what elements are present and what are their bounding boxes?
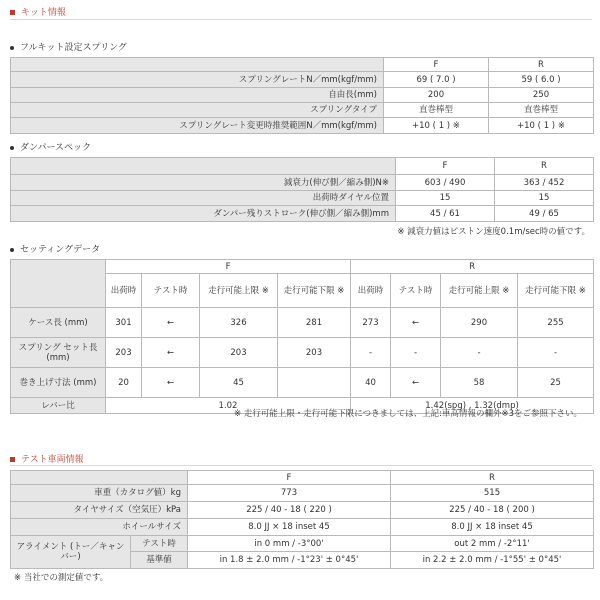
cell-r: 250 [489, 88, 594, 103]
row-label: スプリングタイプ [11, 103, 384, 118]
row-label: 減衰力(伸び側／縮み側)N※ [11, 175, 396, 191]
cell-r: +10 ( 1 ) ※ [489, 118, 594, 134]
table-row [11, 206, 594, 222]
alignment-test-label: テスト時 [131, 536, 188, 552]
cell: 203 [200, 338, 278, 368]
cell-r: 59 ( 6.0 ) [489, 72, 594, 88]
cell: - [441, 338, 518, 368]
header-shipping: 出荷時 [351, 274, 391, 308]
damper-table [10, 157, 594, 222]
cell: - [518, 338, 594, 368]
table-row [11, 519, 594, 536]
col-r: R [351, 260, 594, 274]
cell [278, 368, 351, 398]
row-label: 巻き上げ寸法 (mm) [11, 368, 106, 398]
cell: ← [391, 308, 441, 338]
col-f: F [106, 260, 351, 274]
table-row [11, 368, 594, 398]
cell-f: 69 ( 7.0 ) [384, 72, 489, 88]
row-label: ダンパー残りストローク(伸び側／縮み側)mm [11, 206, 396, 222]
red-square-icon [10, 10, 15, 15]
cell: 301 [106, 308, 142, 338]
cell-f: 45 / 61 [396, 206, 495, 222]
header-upper-limit: 走行可能上限 ※ [441, 274, 518, 308]
table-header-row [11, 158, 594, 175]
col-r: R [391, 471, 594, 485]
table-header-row [11, 260, 594, 274]
cell: - [391, 338, 441, 368]
bullet-icon [10, 248, 14, 252]
cell-f: 15 [396, 191, 495, 206]
header-upper-limit: 走行可能上限 ※ [200, 274, 278, 308]
full-kit-table [10, 57, 594, 134]
row-label: タイヤサイズ（空気圧）kPa [11, 502, 188, 519]
row-label: ケース長 (mm) [11, 308, 106, 338]
cell-r: 225 / 40 - 18 ( 200 ) [391, 502, 594, 519]
cell: 203 [278, 338, 351, 368]
row-label: スプリングレート変更時推奨範囲N／mm(kgf/mm) [11, 118, 384, 134]
damper-subtitle: ダンパースペック [10, 140, 91, 153]
section-divider [10, 19, 592, 20]
header-test: テスト時 [391, 274, 441, 308]
table-row [11, 338, 594, 368]
col-f: F [188, 471, 391, 485]
col-r: R [495, 158, 594, 175]
row-label: 車重（カタログ値）kg [11, 485, 188, 502]
cell-r: out 2 mm / -2°11' [391, 536, 594, 552]
cell: 273 [351, 308, 391, 338]
table-row [11, 485, 594, 502]
lever-f: 1.02 [106, 398, 351, 414]
cell: 281 [278, 308, 351, 338]
table-header-row [11, 471, 594, 485]
cell-f: 8.0 JJ × 18 inset 45 [188, 519, 391, 536]
table-row [11, 72, 594, 88]
cell-r: 直巻棒型 [489, 103, 594, 118]
table-row [11, 536, 594, 552]
cell-f: in 0 mm / -3°00' [188, 536, 391, 552]
row-label: スプリング セット長 (mm) [11, 338, 106, 368]
cell: 25 [518, 368, 594, 398]
cell: ← [391, 368, 441, 398]
table-row [11, 502, 594, 519]
lever-r: 1.42(spg) , 1.32(dmp) [351, 398, 594, 414]
cell: 203 [106, 338, 142, 368]
cell-r: 49 / 65 [495, 206, 594, 222]
row-label: 出荷時ダイヤル位置 [11, 191, 396, 206]
bullet-icon [10, 146, 14, 150]
cell: ← [142, 338, 200, 368]
cell-f: +10 ( 1 ) ※ [384, 118, 489, 134]
cell-r: 8.0 JJ × 18 inset 45 [391, 519, 594, 536]
header-shipping: 出荷時 [106, 274, 142, 308]
cell-r: 15 [495, 191, 594, 206]
alignment-label: アライメント (トー／キャンバー) [11, 536, 131, 569]
col-r: R [489, 58, 594, 72]
col-f: F [396, 158, 495, 175]
table-row [11, 175, 594, 191]
table-row [11, 103, 594, 118]
cell-f: 603 / 490 [396, 175, 495, 191]
cell-f: 773 [188, 485, 391, 502]
cell-f: in 1.8 ± 2.0 mm / -1°23' ± 0°45' [188, 552, 391, 569]
cell-f: 200 [384, 88, 489, 103]
setting-note: ※ 走行可能上限・走行可能下限につきましては、上記:車高情報の欄外※3をご参照下さい。 [233, 409, 582, 419]
kit-section-title: キット情報 [10, 5, 66, 18]
cell-r: 515 [391, 485, 594, 502]
cell: 326 [200, 308, 278, 338]
cell-r: in 2.2 ± 2.0 mm / -1°55' ± 0°45' [391, 552, 594, 569]
table-row [11, 88, 594, 103]
cell: 255 [518, 308, 594, 338]
setting-table [10, 259, 594, 414]
cell-f: 直巻棒型 [384, 103, 489, 118]
cell: 58 [441, 368, 518, 398]
cell-r: 363 / 452 [495, 175, 594, 191]
col-f: F [384, 58, 489, 72]
row-label: スプリングレートN／mm(kgf/mm) [11, 72, 384, 88]
section-divider [10, 465, 592, 466]
cell: 45 [200, 368, 278, 398]
bullet-icon [10, 46, 14, 50]
row-label: レバー比 [11, 398, 106, 414]
header-test: テスト時 [142, 274, 200, 308]
header-lower-limit: 走行可能下限 ※ [518, 274, 594, 308]
test-car-section-title: テスト車両情報 [10, 452, 84, 465]
row-label: 自由長(mm) [11, 88, 384, 103]
cell: ← [142, 308, 200, 338]
row-label: ホイールサイズ [11, 519, 188, 536]
alignment-std-label: 基準値 [131, 552, 188, 569]
full-kit-subtitle: フルキット設定スプリング [10, 40, 127, 53]
damper-note: ※ 減衰力値はピストン速度0.1m/sec時の値です。 [397, 227, 590, 237]
cell-f: 225 / 40 - 18 ( 220 ) [188, 502, 391, 519]
table-row [11, 191, 594, 206]
table-row [11, 118, 594, 134]
cell: 40 [351, 368, 391, 398]
cell: 20 [106, 368, 142, 398]
table-row [11, 308, 594, 338]
table-header-row [11, 58, 594, 72]
cell: 290 [441, 308, 518, 338]
test-car-table [10, 470, 594, 569]
cell: - [351, 338, 391, 368]
header-lower-limit: 走行可能下限 ※ [278, 274, 351, 308]
cell: ← [142, 368, 200, 398]
red-square-icon [10, 457, 15, 462]
test-car-note: ※ 当社での測定値です。 [14, 573, 109, 583]
setting-subtitle: セッティングデータ [10, 242, 100, 255]
